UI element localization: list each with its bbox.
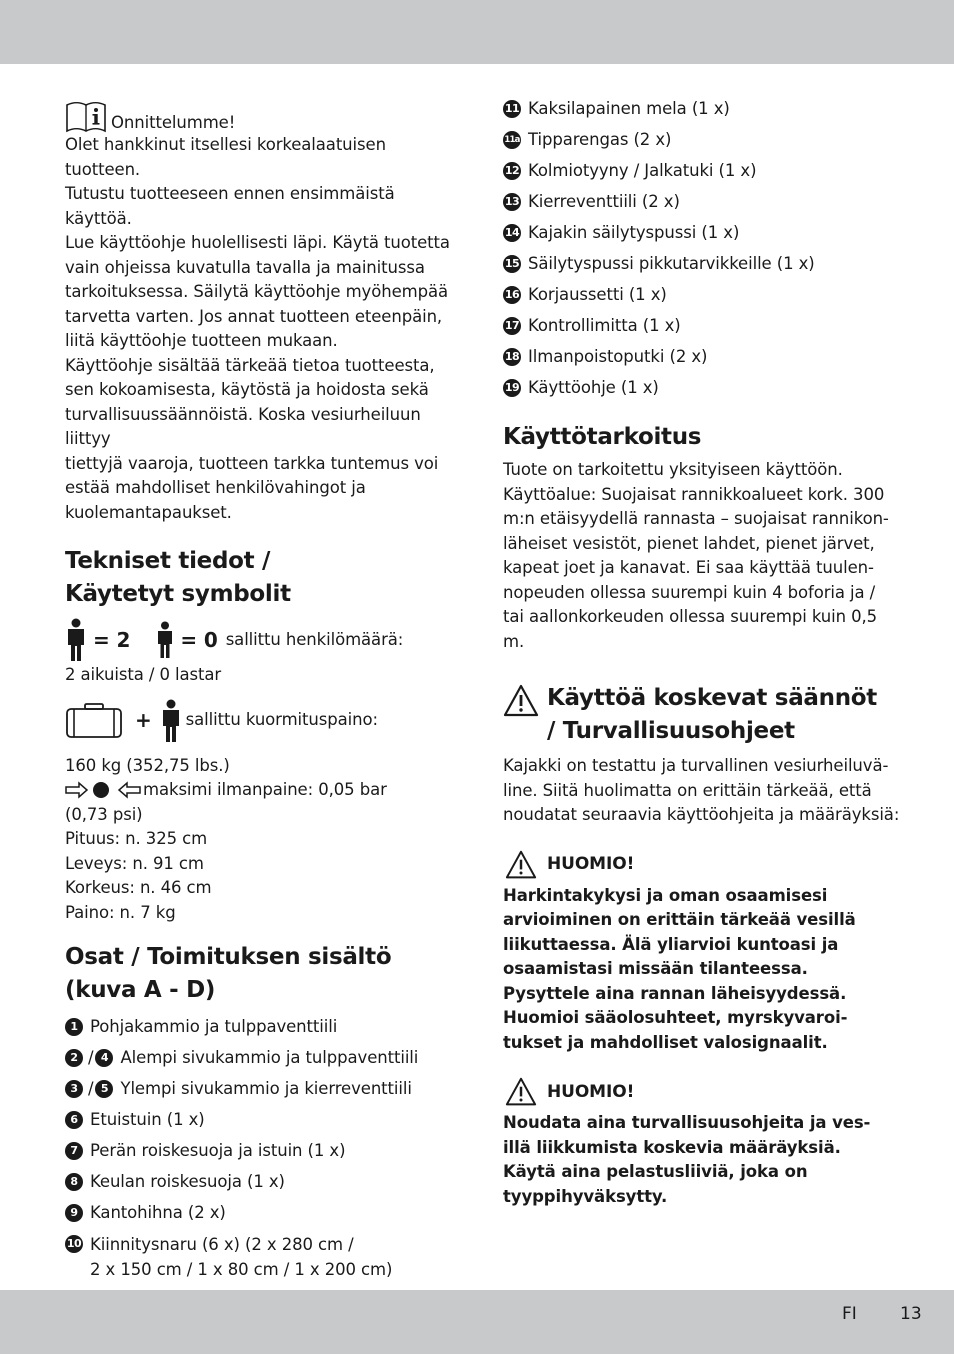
- list-item: [65, 1139, 460, 1170]
- part-number-badge: 10: [65, 1235, 83, 1253]
- part-text: Kierreventtiili (2 x): [528, 192, 680, 211]
- list-item: [503, 221, 903, 252]
- list-item: [65, 1108, 460, 1139]
- part-number-badge: 15: [503, 255, 521, 273]
- part-number-badge: 17: [503, 317, 521, 335]
- part-number-badge: 19: [503, 379, 521, 397]
- list-item: [65, 1201, 460, 1232]
- children-count: = 0: [180, 627, 218, 652]
- pressure-value: (0,73 psi): [65, 804, 143, 824]
- part-number-badge: 2: [65, 1049, 83, 1067]
- adults-count: = 2: [93, 627, 131, 652]
- part-text: Tipparengas (2 x): [528, 130, 672, 149]
- part-number-badge: 8: [65, 1173, 83, 1191]
- part-number-badge: 11: [503, 100, 521, 118]
- right-column: [503, 97, 903, 1209]
- intro-label: Onnittelumme!: [111, 113, 236, 132]
- pressure-label: maksimi ilmanpaine: 0,05 bar: [143, 780, 387, 799]
- length-spec: Pituus: n. 325 cm: [65, 829, 208, 848]
- part-text: Kolmiotyyny / Jalkatuki (1 x): [528, 161, 757, 180]
- warning-2-text: Noudata aina turvallisuusohjeita ja ves- illä liikkumista koskevia määräyksiä. Käytä aina pelastusliiviä, joka on tyyppihyväksytty.: [503, 1113, 871, 1206]
- list-item: [503, 283, 903, 314]
- info-book-icon: [65, 101, 107, 133]
- part-text: Etuistuin (1 x): [90, 1110, 205, 1129]
- height-spec: Korkeus: n. 46 cm: [65, 878, 212, 897]
- part-number-badge: 16: [503, 286, 521, 304]
- luggage-icon: [65, 703, 123, 739]
- warning-2-label: HUOMIO!: [547, 1081, 635, 1102]
- child-person-icon: [156, 621, 174, 659]
- part-text: Käyttöohje (1 x): [528, 378, 659, 397]
- warning-triangle-icon: [503, 850, 539, 880]
- part-number-badge: 9: [65, 1204, 83, 1222]
- part-number-badge: 5: [95, 1080, 113, 1098]
- part-text: Kajakin säilytyspussi (1 x): [528, 223, 740, 242]
- list-item: [503, 97, 903, 128]
- part-number-badge: 7: [65, 1142, 83, 1160]
- list-item: [65, 1046, 460, 1077]
- part-text: Pohjakammio ja tulppaventtiili: [90, 1017, 338, 1036]
- part-number-badge: 3: [65, 1080, 83, 1098]
- left-column: [65, 97, 460, 1282]
- part-number-badge: 13: [503, 193, 521, 211]
- list-item: [503, 128, 903, 159]
- persons-label: sallittu henkilömäärä:: [225, 629, 404, 649]
- list-item: [65, 1077, 460, 1108]
- part-number-badge: 4: [95, 1049, 113, 1067]
- load-value: 160 kg (352,75 lbs.): [65, 755, 230, 775]
- part-text: Perän roiskesuoja ja istuin (1 x): [90, 1141, 346, 1160]
- adult-person-icon: [65, 618, 87, 662]
- part-number-badge: 12: [503, 162, 521, 180]
- load-symbols: [65, 696, 460, 746]
- pressure-row: [65, 778, 460, 803]
- part-number-badge: 1: [65, 1018, 83, 1036]
- part-text: Kantohihna (2 x): [90, 1203, 226, 1222]
- list-item: [503, 252, 903, 283]
- purpose-heading: Käyttötarkoitus: [503, 424, 702, 450]
- language-code: FI: [842, 1304, 857, 1324]
- warning-2-header: [503, 1077, 903, 1107]
- part-number-badge: 6: [65, 1111, 83, 1129]
- width-spec: Leveys: n. 91 cm: [65, 853, 204, 873]
- part-text: Alempi sivukammio ja tulppaventtiili: [120, 1048, 419, 1067]
- list-item: [503, 190, 903, 221]
- safety-heading: Käyttöä koskevat säännöt / Turvallisuusohjeet: [547, 685, 877, 744]
- list-item: [65, 1015, 460, 1046]
- list-item: [65, 1170, 460, 1201]
- warning-triangle-icon: [503, 1077, 539, 1107]
- intro-text: Olet hankkinut itsellesi korkealaatuisen tuotteen. Tutustu tuotteeseen ennen ensimmäistä käyttöä. Lue käyttöohje huolellisesti läpi. Käytä tuotetta vain ohjeissa kuvatulla tavalla ja mainitussa tarkoituksessa. Säilytä käyttöohje myöhempää tarvetta varten. Jos annat tuotteen eteenpäin, liitä käyttöohje tuotteen mukaan. Käyttöohje sisältää tärkeää tietoa tuotteesta, sen kokoamisesta, käytöstä ja hoidosta sekä turvallisuussäännöistä. Koska vesiurheiluun liittyy tiettyjä vaaroja, tuotteen tarkka tuntemus voi estää mahdolliset henkilövahingot ja kuolemantapaukset.: [65, 135, 450, 522]
- parts-heading: Osat / Toimituksen sisältö (kuva A - D): [65, 944, 392, 1003]
- warning-1-text: Harkintakykysi ja oman osaamisesi arvioiminen on erittäin tärkeää vesillä liikuttaessa. Älä yliarvioi kuntoasi ja osaamistasi missään tilanteessa. Pysyttele aina rannan läheisyydessä. Huomioi sääolosuhteet, myrskyvaroi- tukset ja mahdolliset valosignaalit.: [503, 885, 856, 1052]
- part-text: Korjaussetti (1 x): [528, 285, 667, 304]
- part-text: Kaksilapainen mela (1 x): [528, 99, 730, 118]
- tech-heading: Tekniset tiedot / Käytetyt symbolit: [65, 548, 291, 607]
- slash-separator: /: [88, 1048, 94, 1067]
- load-label: sallittu kuormituspaino:: [185, 710, 378, 730]
- slash-separator: /: [88, 1079, 94, 1098]
- part-text: Säilytyspussi pikkutarvikkeille (1 x): [528, 254, 815, 273]
- list-item: [65, 1232, 460, 1282]
- air-pressure-icon: [65, 780, 141, 800]
- page-number: 13: [900, 1304, 922, 1324]
- part-text: Keulan roiskesuoja (1 x): [90, 1172, 285, 1191]
- header-bar: [0, 0, 954, 64]
- safety-heading-row: [503, 682, 903, 748]
- plus-sign: +: [135, 708, 152, 733]
- intro-header: [65, 97, 460, 133]
- safety-text: Kajakki on testattu ja turvallinen vesiurheiluvä- line. Siitä huolimatta on erittäin tärkeää, että noudatat seuraavia käyttöohjeita ja määräyksiä:: [503, 756, 900, 824]
- adult-person-icon: [160, 698, 182, 744]
- part-text: Kiinnitysnaru (6 x) (2 x 280 cm / 2 x 150 cm / 1 x 80 cm / 1 x 200 cm): [90, 1235, 393, 1279]
- part-text: Kontrollimitta (1 x): [528, 316, 681, 335]
- list-item: [503, 345, 903, 376]
- persons-symbols: [65, 617, 460, 663]
- persons-value: 2 aikuista / 0 lastar: [65, 665, 222, 684]
- part-text: Ylempi sivukammio ja kierreventtiili: [120, 1079, 412, 1098]
- warning-triangle-icon: [503, 684, 539, 718]
- footer-bar: [0, 1290, 954, 1354]
- list-item: [503, 159, 903, 190]
- warning-1-label: HUOMIO!: [547, 854, 635, 875]
- list-item: [503, 376, 903, 407]
- part-number-badge: 18: [503, 348, 521, 366]
- part-number-badge: 14: [503, 224, 521, 242]
- purpose-text: Tuote on tarkoitettu yksityiseen käyttöön. Käyttöalue: Suojaisat rannikkoalueet kork. 300 m:n etäisyydellä rannasta – suojaisat rannikon- läheiset vesistöt, pienet lahdet, pienet järvet, kapeat joet ja kanavat. Ei saa käyttää tuulen- nopeuden ollessa suurempi kuin 4 boforia ja / tai aallonkorkeuden ollessa suurempi kuin 0,5 m.: [503, 460, 889, 651]
- warning-1-header: [503, 850, 903, 880]
- part-number-badge: 11a: [503, 131, 521, 149]
- list-item: [503, 314, 903, 345]
- part-text: Ilmanpoistoputki (2 x): [528, 347, 708, 366]
- weight-spec: Paino: n. 7 kg: [65, 902, 176, 922]
